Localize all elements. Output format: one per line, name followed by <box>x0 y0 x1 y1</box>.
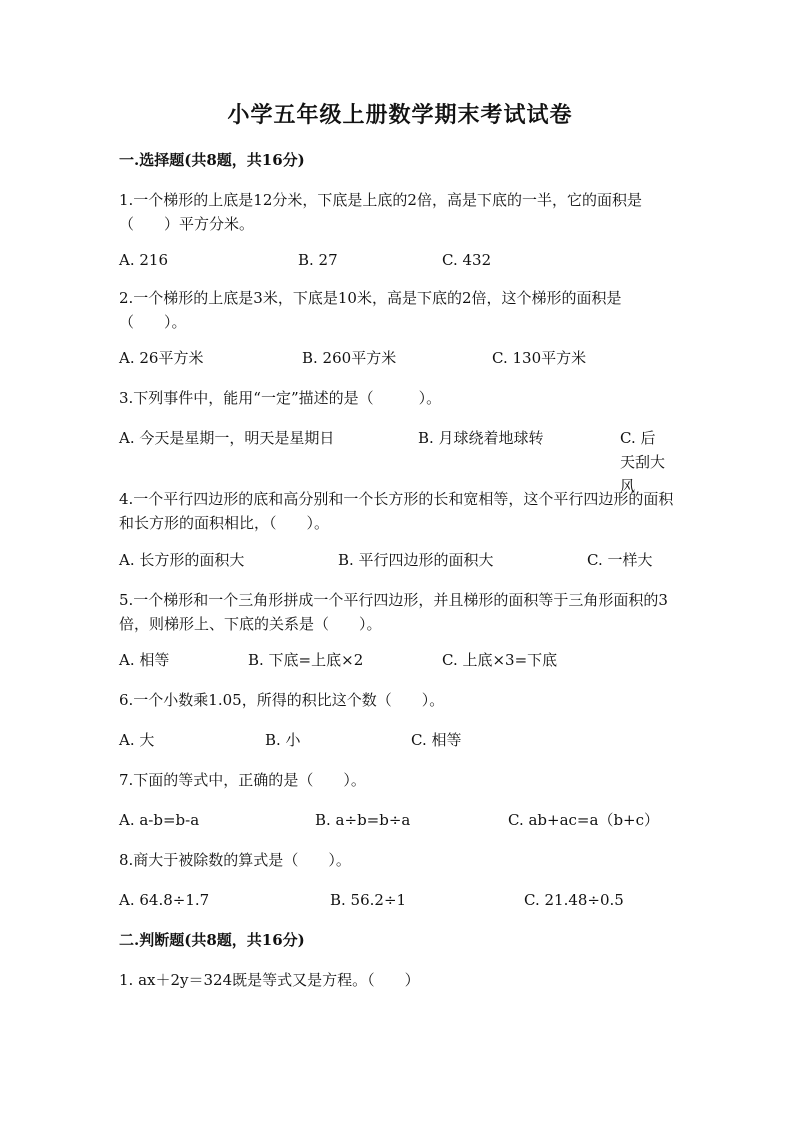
option-b[interactable]: B. 小 <box>265 731 301 749</box>
judgment-question-1: 1. ax＋2y＝324既是等式又是方程。（ ） <box>119 971 420 989</box>
option-c[interactable]: C. 432 <box>442 251 492 269</box>
option-a[interactable]: A. 大 <box>119 731 155 749</box>
option-a[interactable]: A. 26平方米 <box>119 349 204 367</box>
option-c[interactable]: C. 21.48÷0.5 <box>524 891 624 909</box>
question-5: 5.一个梯形和一个三角形拼成一个平行四边形，并且梯形的面积等于三角形面积的3倍，则梯形上、下底的关系是（ ）。 <box>119 591 668 633</box>
section-header-judgment: 二.判断题(共8题，共16分) <box>119 931 305 949</box>
option-c[interactable]: C. 上底×3=下底 <box>442 651 558 669</box>
option-a[interactable]: A. 今天是星期一，明天是星期日 <box>119 429 335 447</box>
option-b[interactable]: B. 月球绕着地球转 <box>418 429 544 447</box>
options-3 <box>119 426 685 495</box>
option-b[interactable]: B. 260平方米 <box>302 349 397 367</box>
option-b[interactable]: B. 下底=上底×2 <box>248 651 364 669</box>
question-7: 7.下面的等式中，正确的是（ ）。 <box>119 771 366 789</box>
option-b[interactable]: B. a÷b=b÷a <box>315 811 411 829</box>
option-b[interactable]: B. 平行四边形的面积大 <box>338 551 494 569</box>
section-header-choice: 一.选择题(共8题，共16分) <box>119 151 305 169</box>
page-title: 小学五年级上册数学期末考试试卷 <box>227 102 573 128</box>
option-b[interactable]: B. 56.2÷1 <box>330 891 407 909</box>
option-a[interactable]: A. 长方形的面积大 <box>119 551 245 569</box>
option-b[interactable]: B. 27 <box>298 251 338 269</box>
question-2: 2.一个梯形的上底是3米，下底是10米，高是下底的2倍，这个梯形的面积是（ ）。 <box>119 289 622 331</box>
question-4: 4.一个平行四边形的底和高分别和一个长方形的长和宽相等，这个平行四边形的面积和长方形的面积相比，（ ）。 <box>119 490 674 532</box>
option-a[interactable]: A. a-b=b-a <box>119 811 200 829</box>
option-c[interactable]: C. 后天刮大风 <box>620 429 666 495</box>
option-c[interactable]: C. ab+ac=a（b+c） <box>508 811 660 829</box>
option-c[interactable]: C. 相等 <box>411 731 462 749</box>
option-a[interactable]: A. 相等 <box>119 651 170 669</box>
option-a[interactable]: A. 64.8÷1.7 <box>119 891 210 909</box>
option-c[interactable]: C. 130平方米 <box>492 349 587 367</box>
question-6: 6.一个小数乘1.05，所得的积比这个数（ ）。 <box>119 691 445 709</box>
option-c[interactable]: C. 一样大 <box>587 551 653 569</box>
question-8: 8.商大于被除数的算式是（ ）。 <box>119 851 351 869</box>
option-a[interactable]: A. 216 <box>119 251 168 269</box>
question-1: 1.一个梯形的上底是12分米，下底是上底的2倍，高是下底的一半，它的面积是（ ）平方分米。 <box>119 191 642 233</box>
question-3: 3.下列事件中，能用“一定”描述的是（ ）。 <box>119 389 442 407</box>
